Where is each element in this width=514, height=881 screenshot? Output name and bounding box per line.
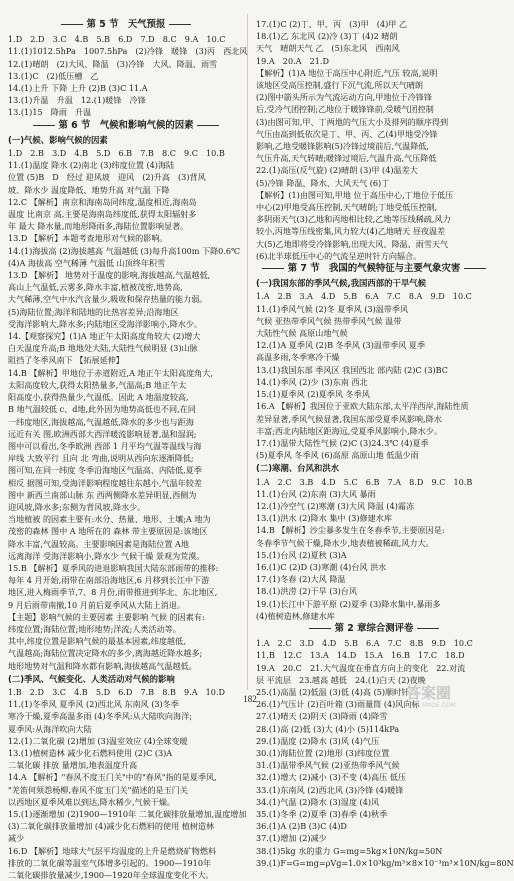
answer-line: 高温多雨,冬季寒冷干燥 (256, 352, 340, 363)
answer-line: 11.(1)冬季风 夏季风 (2)西北风 东南风 (3)冬季 (8, 699, 179, 710)
answer-line: 气温越高;海陆位置决定降水的多少,离海越近降水越多; (8, 648, 203, 659)
answer-line: 30.(1)海陆位置 (2)地形 (3)纬度位置 (256, 747, 390, 758)
answer-line: 寒冷干燥,夏季高温多雨 (4)冬季风:从大陆吹向海洋; (8, 711, 192, 722)
answer-line: (2)图中箭头所示为气流运动方向,甲地位于冷锋锋 (256, 92, 432, 103)
heading-rule (169, 24, 191, 25)
answer-line: 22.(1)高压(反气旋) (2)晴朗 (3)甲 (4)温差大 (256, 165, 418, 176)
heading-rule (33, 125, 55, 126)
answer-line: 坡、降水少 温度降低、地势升高 对气温 下降 (8, 184, 170, 195)
answer-line: 13.(1)洪水 (2)降水 集中 (3)修建水库 (256, 513, 392, 524)
heading-rule (417, 628, 439, 629)
answer-line: 14.【观察探究】(1)A 地正午太阳高度角较大 (2)增大 (8, 331, 201, 342)
answer-line: 阳高度小,获得热量少,气温低。因此 A 地温度较高, (8, 392, 189, 403)
answer-line: 37.(1)增加 (2)减少 (256, 833, 327, 844)
answer-line: 28.(1)高 (2)低 (3)大 (4)小 (5)114kPa (256, 723, 400, 734)
answer-line: 差异显著,季风气候显著,我国东部受夏季风影响,降水 (256, 413, 442, 424)
answer-line: 冬春季节气候干燥,降水少,地表植被稀疏,风力大。 (256, 537, 434, 548)
answer-line: 【主题】影响气候的主要因素 主要影响 气候 的因素有: (8, 611, 205, 622)
answer-line: 较小,丙地等压线密集,风力较大(4)乙地晴天 昼夜温差 (256, 226, 446, 237)
answer-line: 13.D 【解析】本题考查地形对气候的影响。 (8, 233, 168, 244)
answer-line: 地形地势对气温和降水都有影响,海拔越高气温越低。 (8, 660, 197, 671)
answer-line: 15.(1)逐渐增加 (2)1900—1910年 二氧化碳排放量增加,温度增加 (8, 809, 247, 819)
heading-rule (262, 268, 284, 269)
answer-line: 远近有关 图,欧洲西部大西洋暖流影响显著,温和湿润; (8, 428, 197, 439)
section-heading (256, 623, 492, 635)
subsection-heading: (二)季风、气候变化、人类活动对气候的影响 (8, 673, 175, 684)
column-divider (247, 14, 248, 690)
answer-line: 位置 (5)B D 经过 迎风坡 迎风 (2)升高 (3)背风 (8, 172, 206, 183)
section-heading-text: 第 7 节 我国的气候特征与主要气象灾害 (287, 263, 461, 275)
answer-line: "羌笛何须怨杨柳,春风不度玉门关"描述的是玉门关 (8, 784, 188, 795)
answer-line: 降水丰富,气温较高。主要影响因素是海陆位置 A地 (8, 538, 189, 549)
heading-rule (61, 24, 83, 25)
answer-line: 多阴雨天气(3)乙地和丙地相比较,乙地等压线稀疏,风力 (256, 214, 451, 225)
answer-line: 14.(1)季风 (2)少 (3)东南 西北 (256, 376, 368, 387)
answer-line: (4)植树造林,修建水库 (256, 610, 335, 621)
answer-line: 14.(1)海拔高 (2)海拔越高 气温越低 (3)每升高100m 下降0.6℃ (8, 245, 241, 256)
answer-line: 12.C 【解析】南京和海南岛同纬度,温度相近,海南岛 (8, 196, 197, 207)
answer-line: 相反 据图可知,受海洋影响程度越往东越小,气温年较差 (8, 477, 202, 488)
answer-line: 25.(1)高温 (2)低温 (3)低 (4)高 (5)顺时针 (256, 686, 410, 697)
answer-line: 该地区受高压控制,盛行下沉气流,所以天气晴朗 (256, 80, 424, 91)
answer-line: B 地气温较低 c、d地,此外因为地势高低也不同,在同 (8, 404, 196, 415)
watermark-text: 答案圈 (406, 684, 452, 702)
answer-line: (3)二氧化碳排放量增加 (4)减少化石燃料的使用 植树造林 (8, 821, 215, 832)
answer-line: 阻挡了冬季风南下 【拓展延伸】 (8, 355, 124, 366)
answer-line: 【解析】(1)A 地位于高压中心附近,气压 较高,说明 (256, 67, 438, 78)
answer-line: 11.B 12.C 13.A 14.D 15.A 16.B 17.C 18.D (256, 650, 465, 661)
answer-line: 迎风坡,降水多;东侧为背风坡,降水少。 (8, 501, 146, 512)
answer-line: 11.(1)温度 降水 (2)南北 (3)纬度位置 (4)海陆 (8, 160, 175, 171)
answer-line: 9 月后雨带南撤,10 月前后夏季风从大陆上消退。 (8, 599, 185, 610)
subsection-heading: (一)气候、影响气候的因素 (8, 134, 108, 145)
answer-line: 14.(1)上升 下降 上升 (2)B (3)C 11.A (8, 83, 148, 94)
answer-line: 17.(1)温带大陆性气候 (2)C (3)24.3℃ (4)夏季 (256, 437, 429, 448)
section-heading-text: 第 5 节 天气预报 (86, 19, 166, 30)
answer-line: 每年 4 月开始,雨带在南部沿海地区,6 月移到长江中下游 (8, 575, 210, 586)
answer-line: 11.(1)季风气候 (2)冬 夏季风 (3)温带季风 (256, 303, 409, 314)
answer-line: 大气稀薄,空气中水汽含量少,吸收和保存热量的能力弱。 (8, 294, 208, 305)
answer-line: (3)由图可知,甲、丁两地的气压大小及排列的顺序得到 (256, 116, 449, 127)
answer-line: 27.(1)晴天 (2)阴天 (3)降雨 (4)降雪 (256, 711, 388, 722)
answer-line: 排放的二氧化碳等温室气体增多引起的。1900—1910年 (8, 857, 212, 868)
answer-line: 夏季风:从海洋吹向大陆 (8, 723, 92, 734)
answer-line: 天气 晴朗天气 乙 (5)东北风 西南风 (256, 43, 400, 54)
answer-line: (5)夏季风 冬季风 (6)高原 高原山地 低温少雨 (256, 450, 419, 461)
section-heading (8, 120, 244, 132)
answer-line: 12.(1)冷空气 (2)寒潮 (3)大风 降温 (4)霜冻 (256, 500, 415, 511)
answer-line: 13.(1)植树造林 减少化石燃料使用 (2)C (3)A (8, 747, 173, 758)
subsection-heading: (一)我国东部的季风气候,我国西部的干旱气候 (256, 278, 426, 289)
answer-line: (6)北半球低压中心的气流呈逆时针方向辐合。 (256, 250, 422, 261)
answer-line: 13.(1)15 降雨 升温 (8, 107, 92, 118)
answer-line: 年 最大 降水量,而地形降雨多,海陆位置影响显著。 (8, 221, 189, 232)
answer-line: 18.(1)洪涝 (2)干旱 (3)台风 (256, 586, 357, 597)
answer-line: 二氧化碳 排放 量增加,地表温度升高 (8, 760, 138, 771)
answer-line: (5)冷锋 降温、降水、大风天气 (6)丁 (256, 177, 390, 188)
answer-line: 图中可以看出,冬季欧洲 西部 1 月平均气温等温线与海 (8, 440, 202, 451)
page-number: 182 (243, 694, 257, 704)
answer-line: 气压由高到低依次是丁、甲、丙、乙(4)甲地受冷锋 (256, 128, 438, 139)
watermark-url: MXQE.COM (422, 702, 456, 709)
answer-line: 大(5)乙地即将受冷锋影响,出现大风、降温、雨雪天气 (256, 238, 449, 249)
answer-line: 19.(1)长江中下游平原 (2)夏季 (3)降水集中,暴雨多 (256, 598, 441, 609)
answer-line: 丰富;西北内陆地区距海远,受夏季风影响小,降水少。 (256, 425, 442, 436)
answer-line: 二氧化碳排放量减少,1900—1920年全球温度变化不大。 (8, 870, 214, 881)
answer-line: 减少 (8, 833, 25, 844)
answer-line: 34.(1)气温 (2)降水 (3)湿度 (4)风 (256, 796, 380, 807)
answer-line: 15.(1)夏季风 (2)夏季风 冬季风 (256, 389, 370, 400)
answer-line: 1.A 2.B 3.A 4.D 5.B 6.A 7.C 8.A 9.D 10.C (256, 291, 472, 302)
answer-line: 39.(1)F=G=mg=ρVg=1.0×10³kg/m³×8×10⁻³m³×10N/kg=80N (256, 857, 514, 868)
answer-line: 地区,进入梅雨季节,7、8 月份,雨带推进到华北、东北地区, (8, 587, 218, 598)
left-column (8, 18, 248, 881)
heading-rule (309, 628, 331, 629)
answer-line: 16.D 【解析】地球大气层平均温度的上升是燃烧矿物燃料 (8, 845, 217, 856)
answer-line: 12.(1)A 夏季风 (2)B 冬季风 (3)温带季风 夏季 (256, 340, 426, 351)
answer-line: 17.(1)冬春 (2)大风 降温 (256, 574, 346, 585)
answer-line: 高山上气温低,云雾多,降水丰富,植被茂密,地势高, (8, 282, 183, 293)
answer-line: 32.(1)增大 (2)减小 (3)不变 (4)高压 低压 (256, 772, 406, 783)
subsection-heading: (二)寒潮、台风和洪水 (256, 463, 340, 474)
answer-line: 后,受冷气团控制;乙地位于暖锋锋前,受暖气团控制 (256, 104, 434, 115)
answer-line: 31.(1)温带季风气候 (2)亚热带季风气候 (256, 760, 400, 771)
answer-line: 13.D 【解析】 地势对于温度的影响,海拔越高,气温越低, (8, 270, 211, 281)
section-heading (256, 263, 492, 275)
answer-line: 层 平流层 23.越高 越低 24.(1)白天 (2)夜晚 (256, 674, 426, 685)
answer-line: 36.(1)A (2)B (3)C (4)D (256, 821, 347, 832)
answer-line: 1.A 2.C 3.B 4.D 5.C 6.B 7.A 8.D 9.C 10.B (256, 476, 473, 487)
answer-line: 以西地区夏季风难以到达,降水稀少,气候干燥。 (8, 796, 176, 807)
answer-line: 16.(1)C (2)D (3)寒潮 (4)台风 洪水 (256, 561, 387, 572)
answer-line: 1.B 2.D 3.C 4.B 5.D 6.D 7.B 8.B 9.A 10.D (8, 686, 226, 697)
answer-line: 14.A 【解析】"春风不度玉门关"中的"春风"指的是夏季风, (8, 772, 217, 783)
answer-line: (5)海陆位置;海洋和陆地的比热容差异;沿海地区 (8, 306, 179, 317)
answer-line: 13.(1)升温 升温 12.(1)暖锋 冷锋 (8, 95, 146, 106)
answer-line: 15.(1)台风 (2)夏秋 (3)A (256, 549, 347, 560)
answer-line: 19.A 20.C 21.大气温度在垂直方向上的变化 22.对流 (256, 662, 466, 673)
answer-line: 温度 比南京 高,主要是海南岛纬度低,获得太阳辐射多 (8, 209, 197, 220)
answer-line: 岸线 大致平行 且向 北 弯曲,说明从西向东逐渐降低; (8, 453, 194, 464)
answer-line: 中心(2)甲地受高压控制,天气晴朗;丁地受低压控制, (256, 202, 438, 213)
answer-line: 17.(1)C (2)丁、甲、丙 (3)甲 (4)甲 乙 (256, 19, 408, 29)
answer-line: 15.B 【解析】夏季风的进退影响我国大陆东部雨带的推移: (8, 562, 219, 573)
answer-line: 14.B 【解析】甲地位于赤道附近,A 地正午太阳高度角大, (8, 367, 213, 378)
answer-line: 1.A 2.C 3.D 4.D 5.B 6.A 7.C 8.B 9.D 10.C (256, 638, 473, 649)
answer-line: 18.(1)乙 东北风 (2)冷 (3)丁 (4)2 晴朗 (256, 31, 398, 42)
answer-line: 图可知,在同一纬度 冬季沿海地区气温高、内陆低,夏季 (8, 465, 202, 476)
section-heading (8, 19, 244, 31)
answer-line: 远离海洋 受海洋影响小,降水少 气候干燥 景观为荒漠。 (8, 550, 205, 561)
answer-line: 19.A 20.A 21.D (256, 55, 329, 66)
answer-line: 14.B 【解析】沙尘暴多发生在冬春季节,主要原因是: (256, 525, 445, 536)
answer-line: 一纬度地区,海拔越高,气温越低,降水的多少也与距海 (8, 416, 194, 427)
answer-line: 1.D 2.D 3.C 4.B 5.B 6.D 7.D 8.C 9.A 10.C (8, 34, 226, 45)
answer-line: 【解析】(1)由图可知,甲地 位于高压中心,丁地位于低压 (256, 189, 454, 200)
answer-line: 大陆性气候 高原山地气候 (256, 328, 348, 339)
answer-line: 太阳高度较大,获得太阳热量多,气温高;B 地正午太 (8, 379, 187, 390)
section-heading-text: 第 2 章综合测评卷 (334, 622, 414, 634)
answer-line: 气压升高,天气转晴;暖锋过境后,气温升高,气压降低 (256, 153, 437, 164)
answer-line: 其中,纬度位置是影响气候的最基本因素,纬度越低, (8, 636, 186, 647)
answer-line: 茂密的森林 图中 A 地所在的 森林 带主要原因是:该地区 (8, 526, 208, 537)
answer-line: 纬度位置;海陆位置;地形地势;洋流;人类活动等。 (8, 623, 181, 634)
answer-line: 气候 亚热带季风气候 热带季风气候 温带 (256, 315, 402, 326)
answer-line: 12.(1)晴朗 (2)大风、降温 (3)冷锋 大风、降温、雨雪 (8, 58, 218, 69)
answer-line: 12.(1)二氧化碳 (2)增加 (3)温室效应 (4)全球变暖 (8, 735, 188, 746)
answer-line: 图中 新西兰南部山脉 东 西两侧降水差异明显,西侧为 (8, 489, 197, 500)
answer-line: 29.(1)温度 (2)降水 (3)风 (4)气压 (256, 735, 380, 746)
heading-rule (197, 125, 219, 126)
answer-line: 白天温度升高;B 地地处大陆,大陆性气候明显 (3)山脉 (8, 343, 198, 354)
answer-line: 13.(1)我国东部 季风区 我国西北 部内陆 (2)C (3)BC (256, 364, 448, 375)
answer-line: 38.(1)5kg 水的重力 G=mg=5kg×10N/kg=50N (256, 845, 443, 856)
section-heading-text: 第 6 节 气候和影响气候的因素 (58, 119, 194, 131)
answer-line: 当地植被 的因素主要有:水分、热量、地形、土壤;A 地为 (8, 514, 211, 525)
answer-line: 影响,乙地受暖锋影响(5)冷锋过境前后,气温降低, (256, 141, 429, 152)
answer-line: 26.(1)气压计 (2)百叶箱 (3)雨量筒 (4)风向标 (256, 699, 420, 710)
answer-line: 35.(1)冬季 (2)夏季 (3)春季 (4)秋季 (256, 809, 388, 819)
answer-line: 1.D 2.B 3.D 4.B 5.D 6.B 7.B 8.C 9.C 10.B (8, 148, 225, 159)
heading-rule (464, 268, 486, 269)
watermark-logo (402, 682, 494, 710)
answer-line: 16.A 【解析】我国位于亚欧大陆东部,太平洋西岸,海陆性质 (256, 401, 469, 412)
answer-line: 33.(1)东南风 (2)西北风 (3)冷锋 (4)暖锋 (256, 784, 404, 795)
answer-line: 受海洋影响大,降水多;内陆地区受海洋影响小,降水少。 (8, 318, 203, 329)
answer-line: 11.(1)1012.5hPa 1007.5hPa (2)冷锋 暖锋 (3)丙 西北风 (8, 46, 248, 57)
answer-line: 13.(1)C (2)低压槽 乙 (8, 70, 99, 81)
answer-line: (4)A 海拔高 空气稀薄 气温低 山顶终年积雪 (8, 257, 166, 268)
answer-line: 11.(1)台风 (2)东南 (3)大风 暴雨 (256, 488, 376, 499)
